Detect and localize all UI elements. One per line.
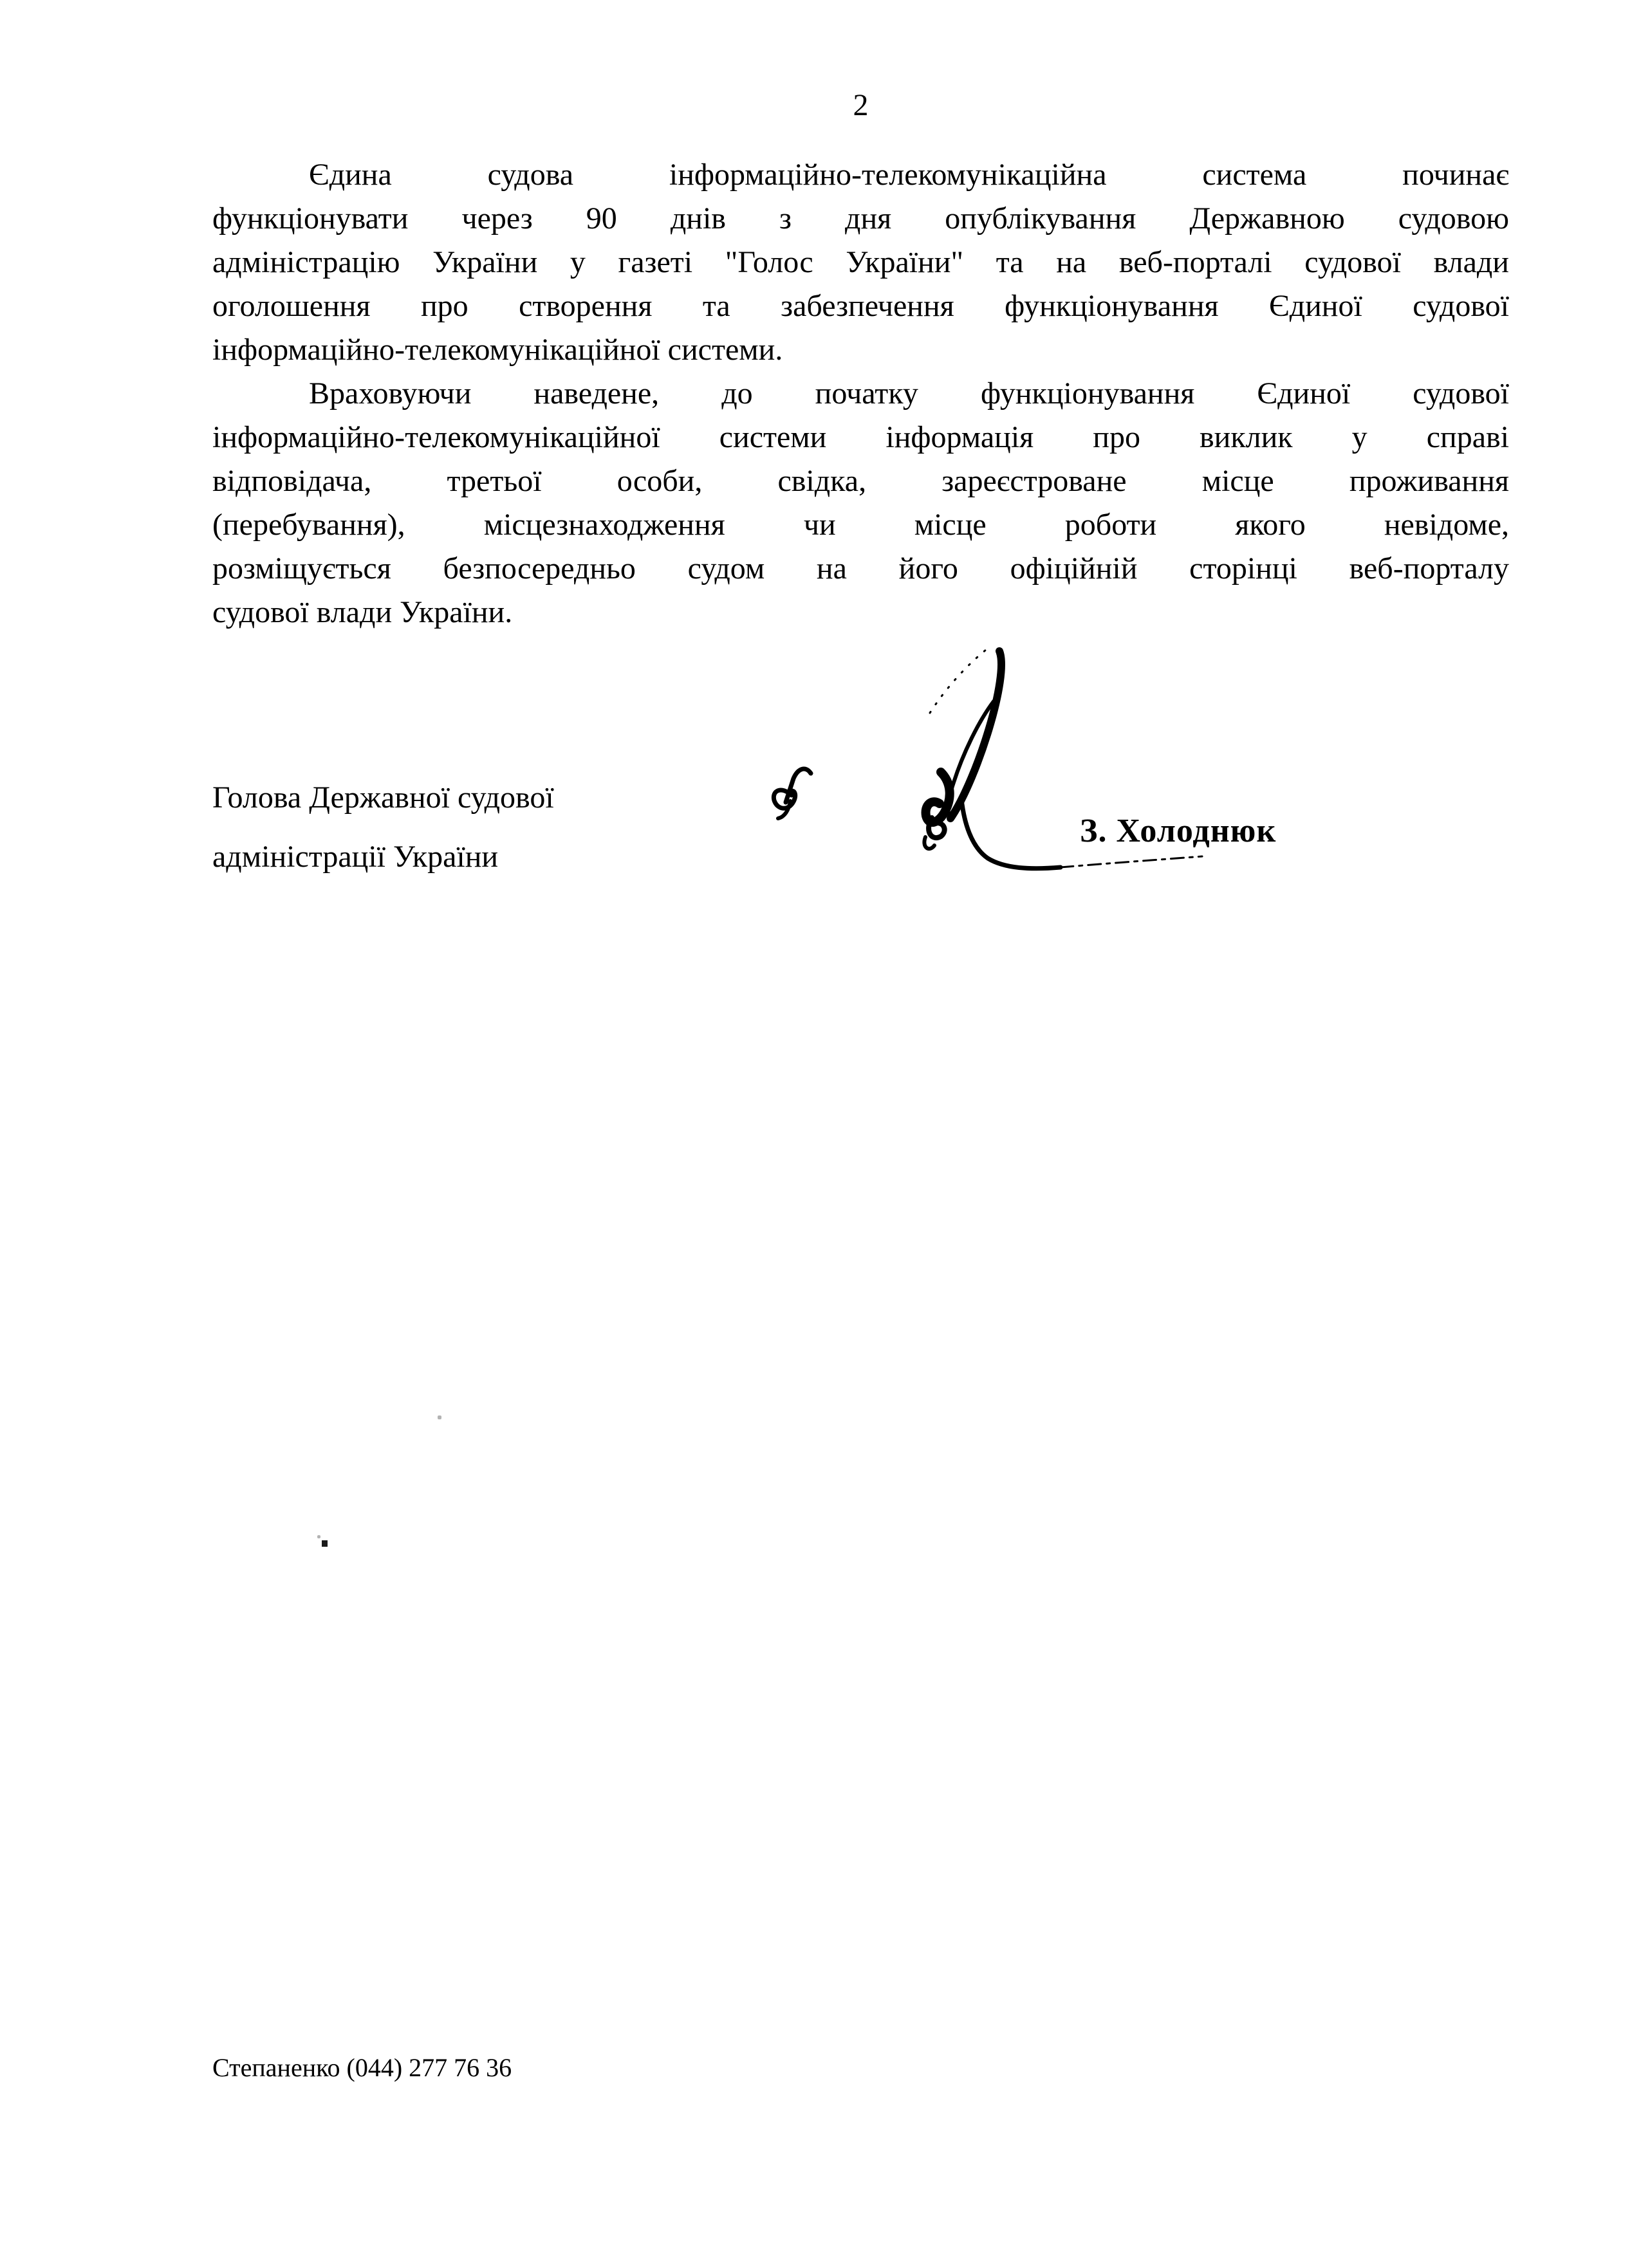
body-line: інформаційно-телекомунікаційної системи. — [212, 333, 783, 367]
signature-graphic — [740, 624, 1319, 907]
body-line: адміністрацію України у газеті "Голос України" та на веб-порталі судової влади — [212, 245, 1509, 279]
body-line: розміщується безпосередньо судом на його офіційній сторінці веб-порталу — [212, 551, 1509, 585]
paragraph-1 — [212, 153, 1509, 372]
body-line: оголошення про створення та забезпечення функціонування Єдиної судової — [212, 289, 1509, 323]
signature-initial-scribble — [774, 769, 811, 818]
body-line: функціонувати через 90 днів з дня опублікування Державною судовою — [212, 201, 1509, 235]
body-line: Враховуючи наведене, до початку функціонування Єдиної судової — [309, 376, 1509, 410]
scan-speck — [322, 1540, 328, 1547]
signer-title — [212, 768, 792, 887]
signer-title-line: Голова Державної судової — [212, 780, 554, 815]
scan-speck — [317, 1535, 320, 1538]
body-line: судової влади України. — [212, 595, 513, 629]
body-line: (перебування), місцезнаходження чи місце роботи якого невідоме, — [212, 508, 1509, 542]
paragraph-2 — [212, 372, 1509, 634]
page-number: 2 — [853, 88, 869, 122]
body-line: інформаційно-телекомунікаційної системи інформація про виклик у справі — [212, 420, 1509, 454]
scan-speck — [438, 1415, 441, 1419]
body-line: Єдина судова інформаційно-телекомунікаційна система починає — [309, 158, 1509, 192]
footer-contact: Степаненко (044) 277 76 36 — [212, 2053, 512, 2082]
body-line: відповідача, третьої особи, свідка, зареєстроване місце проживання — [212, 464, 1509, 498]
document-body — [212, 153, 1509, 634]
signer-title-line: адміністрації України — [212, 840, 499, 874]
signer-name: З. Холоднюк — [1080, 813, 1277, 849]
